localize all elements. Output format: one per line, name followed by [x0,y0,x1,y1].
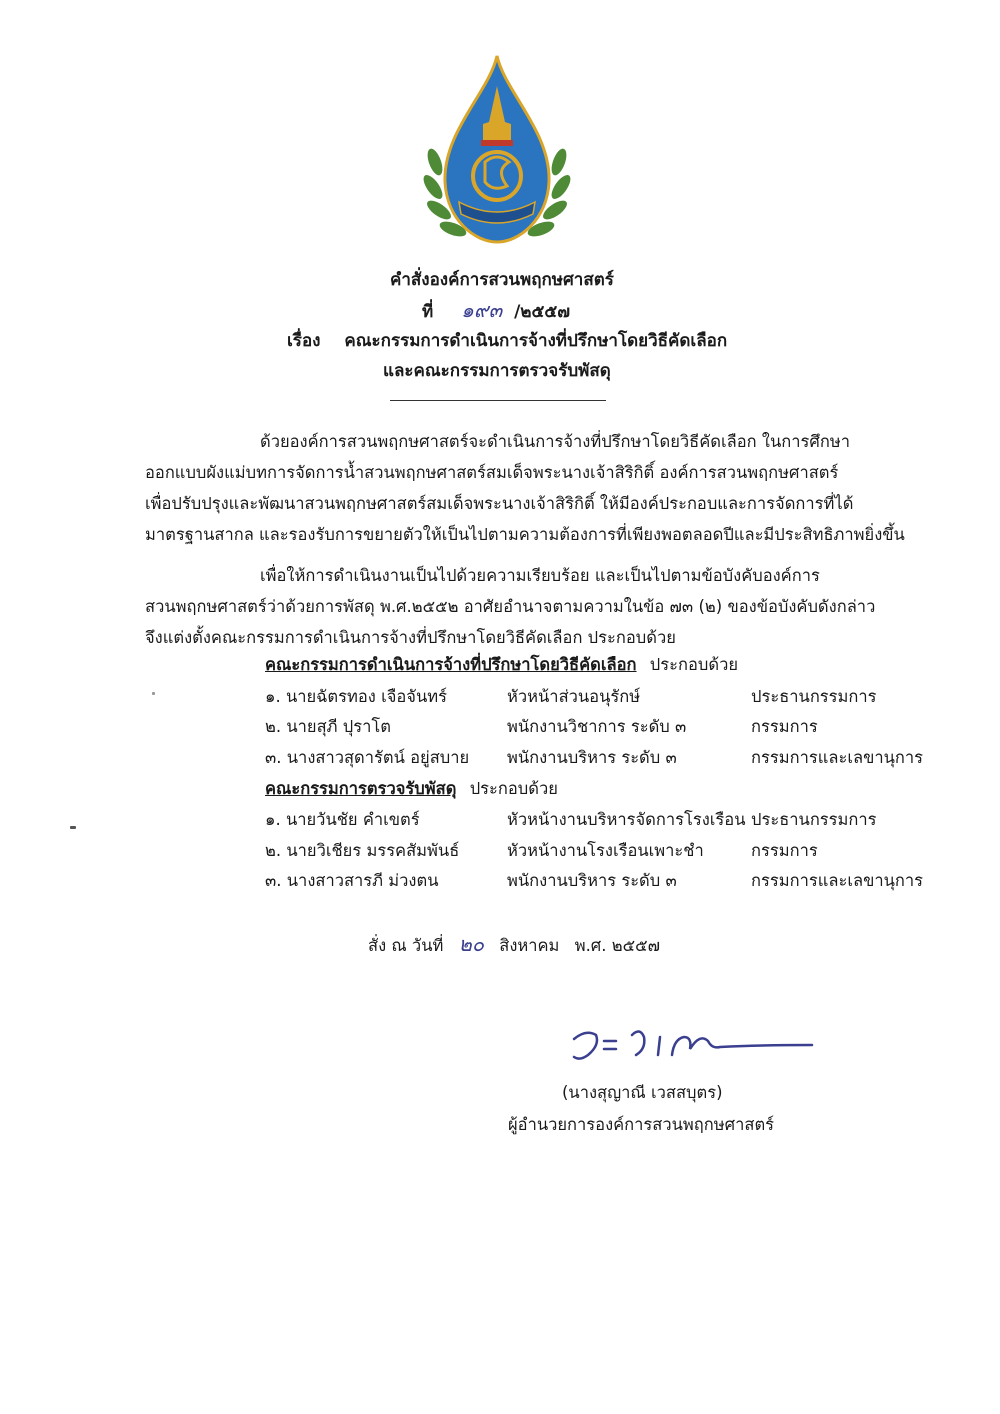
header-divider [390,400,606,401]
member-role: ประธานกรรมการ [751,687,877,706]
order-title: คำสั่งองค์การสวนพฤกษศาสตร์ [390,270,614,290]
order-subject [287,327,727,354]
committee-member-row [265,838,915,866]
order-date-year: พ.ศ. ๒๕๕๗ [574,936,661,955]
order-date-prefix: สั่ง ณ วันที่ [368,936,444,955]
member-role: ประธานกรรมการ [751,810,877,829]
committee-heading [265,652,738,678]
member-position: หัวหน้างานโรงเรือนเพาะชำ [507,841,704,860]
member-name: ๑. นายฉัตรทอง เจือจันทร์ [265,687,447,706]
order-number [422,294,570,326]
member-role: กรรมการ [751,841,818,860]
signer-title: ผู้อำนวยการองค์การสวนพฤกษศาสตร์ [508,1115,775,1134]
member-role: กรรมการ [751,717,818,736]
subject-label: เรื่อง [287,331,321,351]
member-role: กรรมการและเลขานุการ [751,748,924,767]
member-position: หัวหน้างานบริหารจัดการโรงเรือน [507,810,746,829]
order-number-suffix: /๒๕๕๗ [514,302,571,322]
paragraph-2-line: จึงแต่งตั้งคณะกรรมการดำเนินการจ้างที่ปรึกษาโดยวิธีคัดเลือก ประกอบด้วย [145,628,676,647]
committee-member-row [265,684,915,712]
member-name: ๑. นายวันชัย คำเขตร์ [265,810,420,829]
paragraph-1-line: มาตรฐานสากล และรองรับการขยายตัวให้เป็นไปตามความต้องการที่เพียงพอตลอดปีและมีประสิทธิภาพยิ่งขึ้น [145,525,905,544]
scan-speck [70,826,76,829]
member-position: พนักงานบริหาร ระดับ ๓ [507,871,677,890]
committee-title: คณะกรรมการตรวจรับพัสดุ [265,779,457,798]
subject-line-2: และคณะกรรมการตรวจรับพัสดุ [383,361,611,381]
committee-member-row [265,714,915,742]
signer-name: (นางสุญาณี เวสสบุตร) [562,1083,723,1102]
organization-emblem-logo [423,52,571,252]
committee-heading [265,776,558,802]
committee-member-row [265,745,924,773]
subject-line-1: คณะกรรมการดำเนินการจ้างที่ปรึกษาโดยวิธีคัดเลือก [344,331,728,351]
handwritten-signature [560,1015,820,1070]
paragraph-1-line: เพื่อปรับปรุงและพัฒนาสวนพฤกษศาสตร์สมเด็จพระนางเจ้าสิริกิติ์ ให้มีองค์ประกอบและการจัดการที่ได้ [145,494,854,513]
member-position: พนักงานบริหาร ระดับ ๓ [507,748,677,767]
member-name: ๓. นางสาวสุดารัตน์ อยู่สบาย [265,748,470,767]
committee-suffix: ประกอบด้วย [469,779,558,798]
order-number-handwritten: ๑๙๓ [461,298,503,322]
committee-title: คณะกรรมการดำเนินการจ้างที่ปรึกษาโดยวิธีคัดเลือก [265,655,637,674]
order-number-prefix: ที่ [422,302,434,322]
committee-suffix: ประกอบด้วย [649,655,739,674]
paragraph-1-line: ออกแบบผังแม่บทการจัดการน้ำสวนพฤกษศาสตร์สมเด็จพระนางเจ้าสิริกิติ์ องค์การสวนพฤกษศาสตร์ [145,463,839,482]
paragraph-1-line: ด้วยองค์การสวนพฤกษศาสตร์จะดำเนินการจ้างที่ปรึกษาโดยวิธีคัดเลือก ในการศึกษา [260,432,850,451]
order-date [368,928,670,960]
member-name: ๒. นายสุภี ปุราโต [265,717,391,736]
paragraph-2-line: เพื่อให้การดำเนินงานเป็นไปด้วยความเรียบร้อย และเป็นไปตามข้อบังคับองค์การ [260,566,820,585]
member-position: หัวหน้าส่วนอนุรักษ์ [507,687,641,706]
committee-member-row [265,868,924,896]
order-date-day-handwritten: ๒๐ [458,932,484,956]
member-role: กรรมการและเลขานุการ [751,871,924,890]
paragraph-2-line: สวนพฤกษศาสตร์ว่าด้วยการพัสดุ พ.ศ.๒๕๕๒ อาศัยอำนาจตามความในข้อ ๗๓ (๒) ของข้อบังคับดังกล่าว [145,597,876,616]
committee-member-row [265,807,915,835]
scan-speck [152,692,155,695]
paragraph-2 [145,560,915,653]
member-name: ๓. นางสาวสารภี ม่วงตน [265,871,439,890]
member-position: พนักงานวิชาการ ระดับ ๓ [507,717,687,736]
member-name: ๒. นายวิเชียร มรรคสัมพันธ์ [265,841,460,860]
order-date-month: สิงหาคม [499,936,560,955]
paragraph-1 [145,426,915,550]
